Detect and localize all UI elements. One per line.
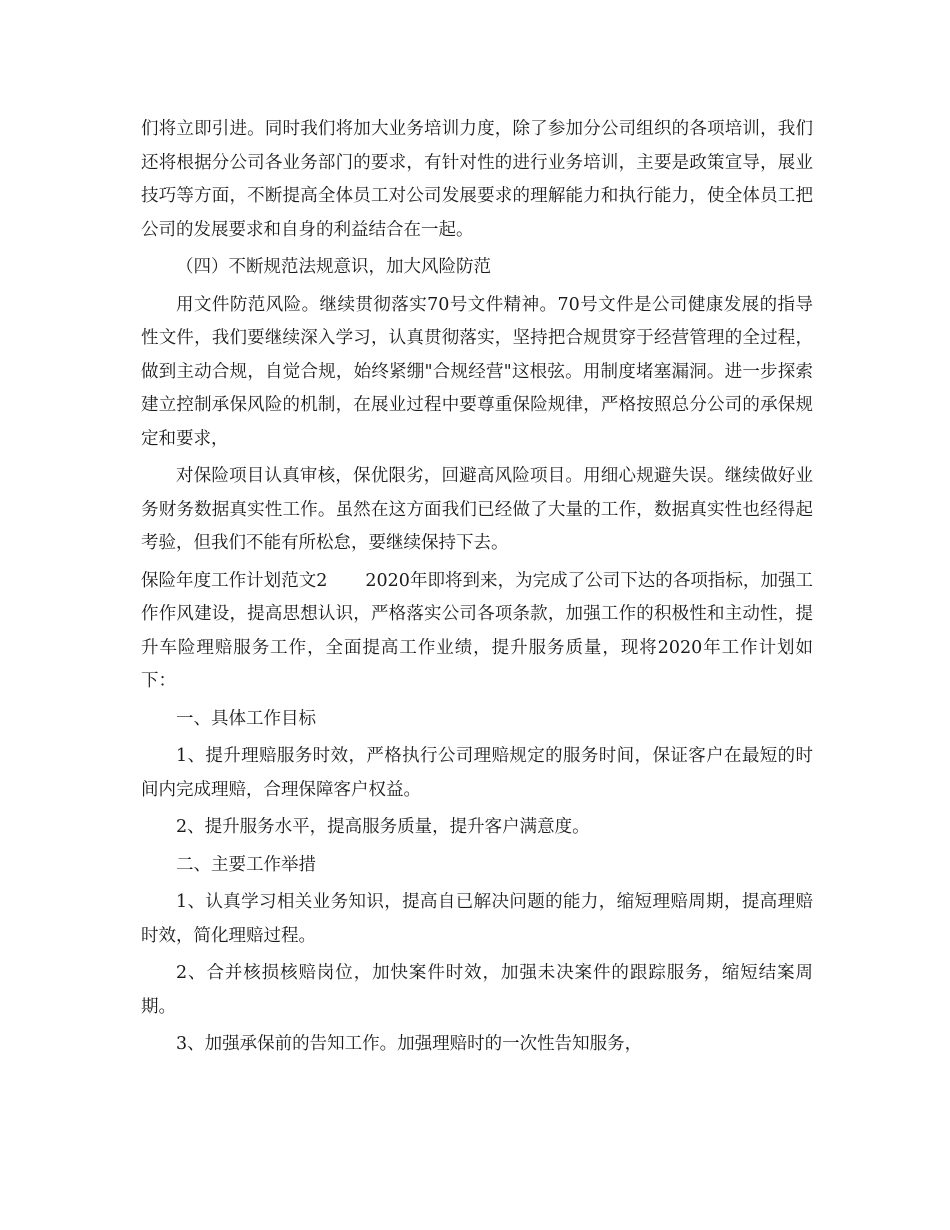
list-item-goal-2: 2、提升服务水平，提高服务质量，提升客户满意度。	[176, 817, 590, 837]
section-heading-goals: 一、具体工作目标	[176, 708, 316, 729]
plan-intro-text: 2020年即将到来，为完成了公司下达的各项指标，加强工作作风建设，提高思想认识，严格落实公司各项条款，加强工作的积极性和主动性，提升车险理赔服务工作，全面提高工作业绩，提升服务质量，现将2020年工作计划如下：	[141, 570, 813, 691]
paragraph-audit: 对保险项目认真审核，保优限劣，回避高风险项目。用细心规避失误。继续做好业务财务数据真实性工作。虽然在这方面我们已经做了大量的工作，数据真实性也经得起考验，但我们不能有所松怠，要继续保持下去。	[141, 466, 813, 553]
list-item-measure-1: 1、认真学习相关业务知识，提高自已解决问题的能力，缩短理赔周期，提高理赔时效，简化理赔过程。	[141, 892, 813, 946]
list-item-measure-3: 3、加强承保前的告知工作。加强理赔时的一次性告知服务，	[176, 1034, 643, 1054]
list-item-goal-1: 1、提升理赔服务时效，严格执行公司理赔规定的服务时间，保证客户在最短的时间内完成理赔，合理保障客户权益。	[141, 746, 813, 800]
document-body	[141, 113, 813, 1062]
article-title: 保险年度工作计划范文2	[141, 570, 328, 591]
section-heading-risk: （四）不断规范法规意识，加大风险防范	[176, 257, 491, 277]
paragraph-compliance: 用文件防范风险。继续贯彻落实70号文件精神。70号文件是公司健康发展的指导性文件，我们要继续深入学习，认真贯彻落实，坚持把合规贯穿于经营管理的全过程，做到主动合规，自觉合规，始终紧绷"合规经营"这根弦。用制度堵塞漏洞。进一步探索建立控制承保风险的机制，在展业过程中要尊重保险规律，严格按照总分公司的承保规定和要求，	[141, 294, 813, 449]
list-item-measure-2: 2、合并核损核赔岗位，加快案件时效，加强未决案件的跟踪服务，缩短结案周期。	[141, 963, 813, 1017]
paragraph-training: 们将立即引进。同时我们将加大业务培训力度，除了参加分公司组织的各项培训，我们还将根据分公司各业务部门的要求，有针对性的进行业务培训，主要是政策宣导，展业技巧等方面，不断提高全体员工对公司发展要求的理解能力和执行能力，使全体员工把公司的发展要求和自身的利益结合在一起。	[141, 119, 813, 240]
paragraph-plan-intro	[141, 565, 813, 699]
section-heading-measures: 二、主要工作举措	[176, 854, 316, 875]
